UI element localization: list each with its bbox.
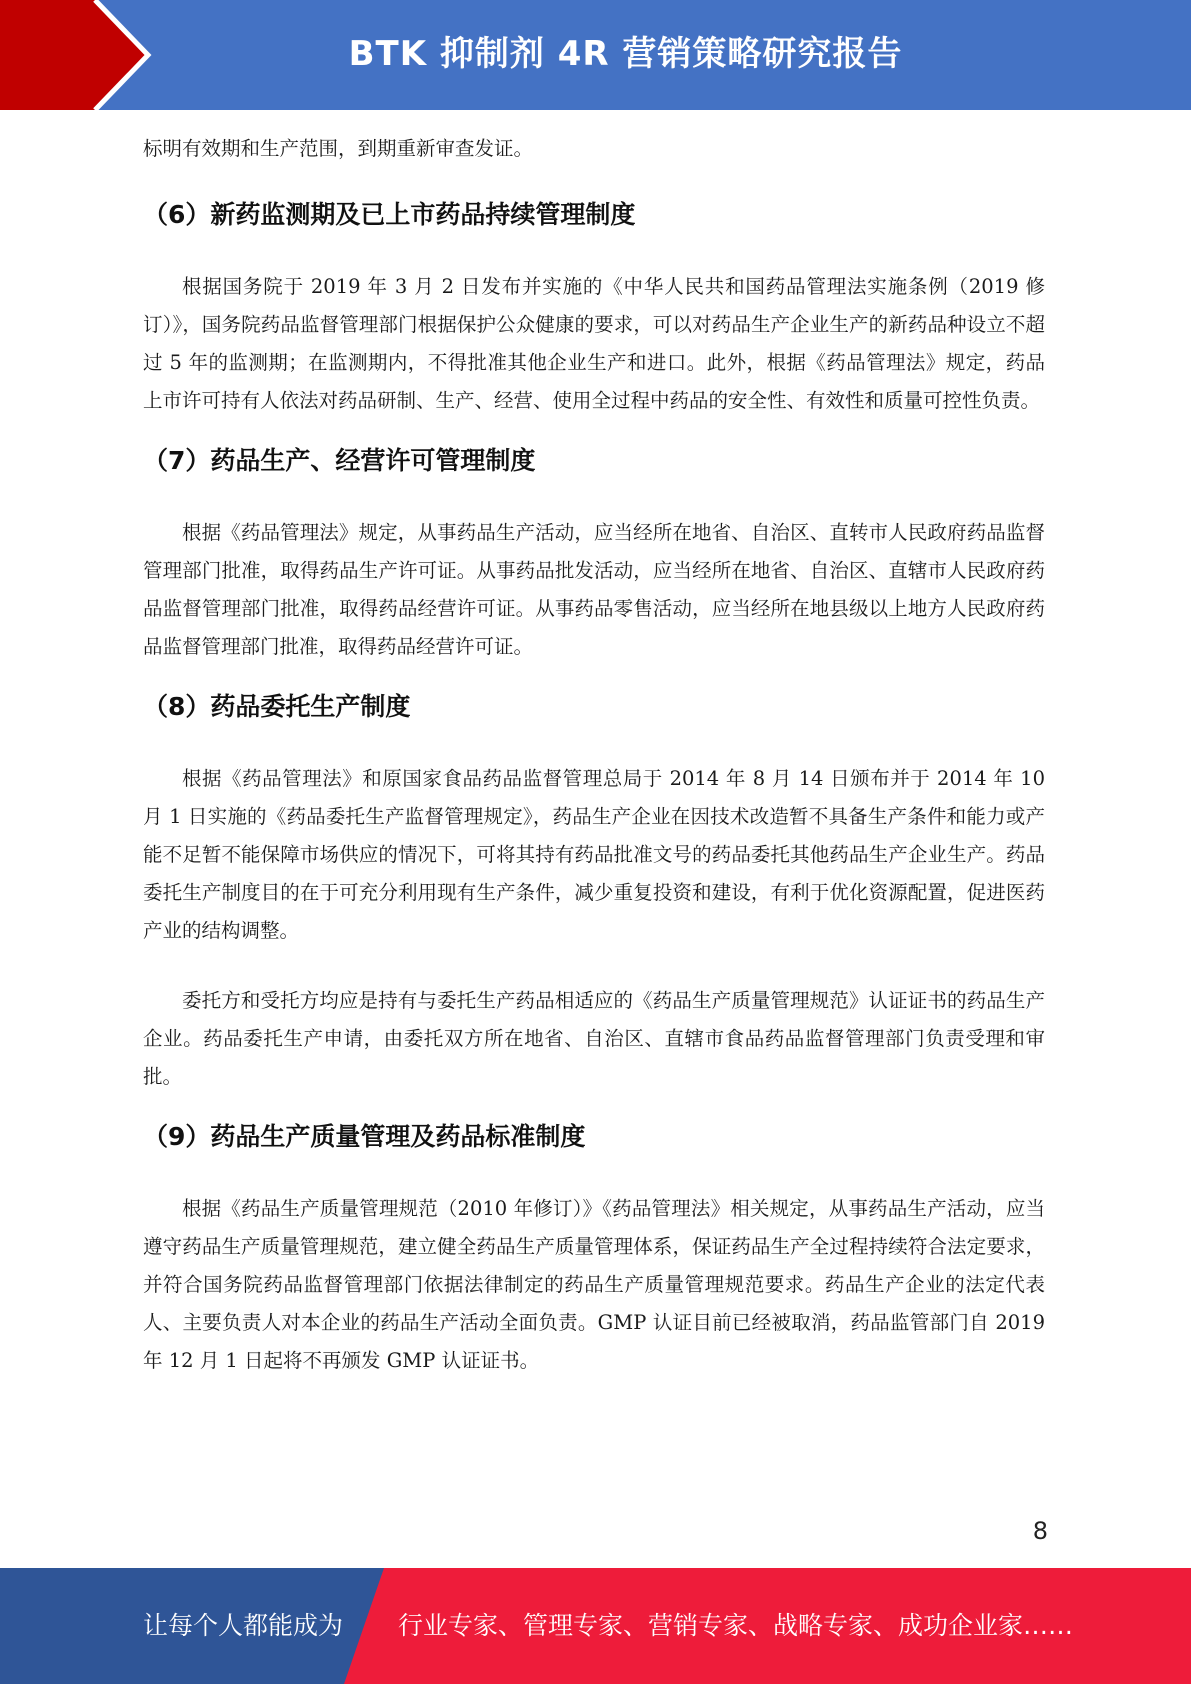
section-paragraph: 根据国务院于 2019 年 3 月 2 日发布并实施的《中华人民共和国药品管理法实施条例（2019 修订）》，国务院药品监督管理部门根据保护公众健康的要求，可以对药品生产企业生产的新药品种设立不超过 5 年的监测期；在监测期内，不得批准其他企业生产和进口。此外，根据《药品管理法》规定，药品上市许可持有人依法对药品研制、生产、经营、使用全过程中药品的安全性、有效性和质量可控性负责。 (143, 275, 1045, 412)
footer-slogan-right: 行业专家、管理专家、营销专家、战略专家、成功企业家…… (398, 1611, 1074, 1640)
footer-slogan-left: 让每个人都能成为 (143, 1611, 344, 1640)
section-7 (143, 441, 1045, 666)
page-footer (0, 1568, 1191, 1684)
section-heading: （7）药品生产、经营许可管理制度 (143, 446, 536, 475)
section-paragraph: 根据《药品管理法》规定，从事药品生产活动，应当经所在地省、自治区、直转市人民政府药品监督管理部门批准，取得药品生产许可证。从事药品批发活动，应当经所在地省、自治区、直辖市人民政府药品监督管理部门批准，取得药品经营许可证。从事药品零售活动，应当经所在地县级以上地方人民政府药品监督管理部门批准，取得药品经营许可证。 (143, 521, 1045, 658)
section-heading: （9）药品生产质量管理及药品标准制度 (143, 1122, 586, 1151)
continuation-text: 标明有效期和生产范围，到期重新审查发证。 (143, 137, 534, 160)
section-paragraph: 委托方和受托方均应是持有与委托生产药品相适应的《药品生产质量管理规范》认证证书的药品生产企业。药品委托生产申请，由委托双方所在地省、自治区、直辖市食品药品监督管理部门负责受理和审批。 (143, 989, 1045, 1088)
section-paragraph: 根据《药品管理法》和原国家食品药品监督管理总局于 2014 年 8 月 14 日颁布并于 2014 年 10 月 1 日实施的《药品委托生产监督管理规定》，药品生产企业在因技术改造暂不具备生产条件和能力或产能不足暂不能保障市场供应的情况下，可将其持有药品批准文号的药品委托其他药品生产企业生产。药品委托生产制度目的在于可充分利用现有生产条件，减少重复投资和建设，有利于优化资源配置，促进医药产业的结构调整。 (143, 767, 1045, 942)
main-content (143, 130, 1045, 1380)
section-paragraph: 根据《药品生产质量管理规范（2010 年修订）》《药品管理法》相关规定，从事药品生产活动，应当遵守药品生产质量管理规范，建立健全药品生产质量管理体系，保证药品生产全过程持续符合法定要求，并符合国务院药品监督管理部门依据法律制定的药品生产质量管理规范要求。药品生产企业的法定代表人、主要负责人对本企业的药品生产活动全面负责。GMP 认证目前已经被取消，药品监管部门自 2019 年 12 月 1 日起将不再颁发 GMP 认证证书。 (143, 1197, 1045, 1372)
section-heading: （6）新药监测期及已上市药品持续管理制度 (143, 200, 636, 229)
page-number: 8 (1032, 1517, 1048, 1545)
section-9 (143, 1117, 1045, 1380)
page-header (0, 0, 1191, 110)
section-6 (143, 195, 1045, 420)
section-heading: （8）药品委托生产制度 (143, 692, 411, 721)
section-8 (143, 687, 1045, 1096)
report-title: BTK 抑制剂 4R 营销策略研究报告 (348, 34, 903, 74)
